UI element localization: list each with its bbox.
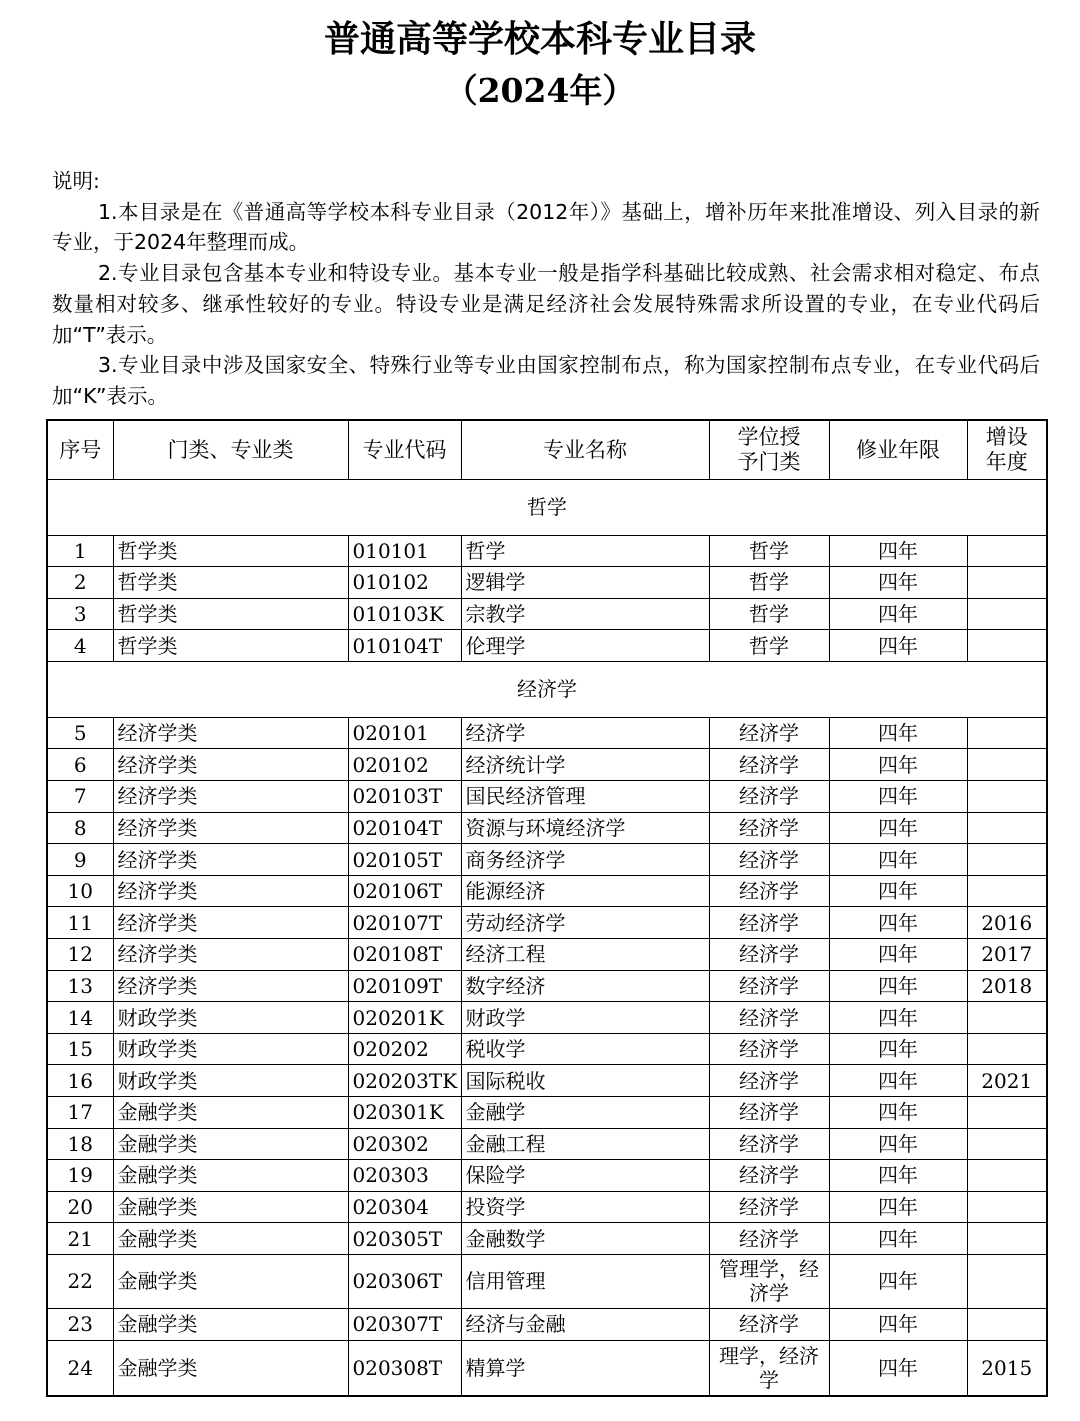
cell-major-name: 商务经济学: [461, 844, 709, 876]
cell-index: 4: [47, 630, 113, 662]
cell-degree: 经济学: [709, 1223, 829, 1255]
table-row: [47, 781, 1047, 813]
cell-index: 14: [47, 1002, 113, 1034]
cell-index: 20: [47, 1191, 113, 1223]
cell-category: 哲学类: [113, 535, 348, 567]
cell-year-added: [967, 1308, 1047, 1340]
table-row: [47, 717, 1047, 749]
cell-duration: 四年: [829, 970, 967, 1002]
cell-year-added: [967, 598, 1047, 630]
cell-index: 5: [47, 717, 113, 749]
major-catalog-table: [46, 419, 1048, 1397]
cell-category: 金融学类: [113, 1223, 348, 1255]
cell-major-name: 经济工程: [461, 939, 709, 971]
cell-code: 020305T: [348, 1223, 461, 1255]
table-row: [47, 1128, 1047, 1160]
cell-category: 经济学类: [113, 907, 348, 939]
section-title: 经济学: [47, 661, 1047, 717]
cell-index: 23: [47, 1308, 113, 1340]
cell-category: 经济学类: [113, 781, 348, 813]
cell-index: 11: [47, 907, 113, 939]
table-body: [47, 479, 1047, 1396]
cell-index: 17: [47, 1097, 113, 1129]
cell-duration: 四年: [829, 1033, 967, 1065]
cell-code: 010103K: [348, 598, 461, 630]
cell-major-name: 国民经济管理: [461, 781, 709, 813]
cell-duration: 四年: [829, 812, 967, 844]
cell-degree: 经济学: [709, 1002, 829, 1034]
cell-duration: 四年: [829, 1097, 967, 1129]
cell-year-added: [967, 717, 1047, 749]
table-header-row: [47, 420, 1047, 479]
document-subtitle: （2024年）: [444, 71, 636, 110]
table-row: [47, 1160, 1047, 1192]
cell-year-added: [967, 1223, 1047, 1255]
table-row: [47, 1065, 1047, 1097]
table-row: [47, 1223, 1047, 1255]
cell-category: 经济学类: [113, 875, 348, 907]
cell-code: 010104T: [348, 630, 461, 662]
cell-index: 6: [47, 749, 113, 781]
table-row: [47, 598, 1047, 630]
section-header-row: [47, 661, 1047, 717]
note-item-3: 3.专业目录中涉及国家安全、特殊行业等专业由国家控制布点，称为国家控制布点专业，在专业代码后加“K”表示。: [52, 353, 1040, 408]
cell-index: 8: [47, 812, 113, 844]
cell-major-name: 资源与环境经济学: [461, 812, 709, 844]
cell-category: 经济学类: [113, 717, 348, 749]
cell-category: 财政学类: [113, 1065, 348, 1097]
cell-index: 12: [47, 939, 113, 971]
cell-year-added: [967, 1160, 1047, 1192]
cell-degree: 经济学: [709, 1308, 829, 1340]
cell-degree: 经济学: [709, 812, 829, 844]
cell-code: 020106T: [348, 875, 461, 907]
cell-category: 财政学类: [113, 1033, 348, 1065]
table-row: [47, 1033, 1047, 1065]
cell-code: 020308T: [348, 1340, 461, 1396]
cell-year-added: 2015: [967, 1340, 1047, 1396]
cell-degree: 经济学: [709, 1097, 829, 1129]
cell-major-name: 国际税收: [461, 1065, 709, 1097]
cell-degree: 经济学: [709, 970, 829, 1002]
cell-duration: 四年: [829, 749, 967, 781]
table-row: [47, 1191, 1047, 1223]
cell-category: 哲学类: [113, 630, 348, 662]
cell-duration: 四年: [829, 567, 967, 599]
cell-degree: 经济学: [709, 1033, 829, 1065]
cell-major-name: 宗教学: [461, 598, 709, 630]
table-row: [47, 907, 1047, 939]
cell-major-name: 税收学: [461, 1033, 709, 1065]
cell-code: 020109T: [348, 970, 461, 1002]
cell-degree: 理学，经济学: [709, 1340, 829, 1396]
cell-year-added: 2017: [967, 939, 1047, 971]
cell-duration: 四年: [829, 1191, 967, 1223]
table-row: [47, 812, 1047, 844]
cell-code: 020307T: [348, 1308, 461, 1340]
table-row: [47, 749, 1047, 781]
cell-code: 020203TK: [348, 1065, 461, 1097]
cell-major-name: 保险学: [461, 1160, 709, 1192]
cell-degree: 哲学: [709, 535, 829, 567]
cell-year-added: 2021: [967, 1065, 1047, 1097]
cell-year-added: [967, 1191, 1047, 1223]
notes-heading: 说明:: [52, 169, 100, 193]
header-year-added: 增设 年度: [967, 420, 1047, 479]
cell-duration: 四年: [829, 1160, 967, 1192]
cell-category: 经济学类: [113, 844, 348, 876]
cell-major-name: 经济统计学: [461, 749, 709, 781]
cell-degree: 经济学: [709, 1191, 829, 1223]
notes-section: [52, 166, 1040, 412]
cell-year-added: [967, 812, 1047, 844]
cell-year-added: [967, 844, 1047, 876]
cell-index: 24: [47, 1340, 113, 1396]
cell-index: 13: [47, 970, 113, 1002]
table-row: [47, 630, 1047, 662]
cell-category: 哲学类: [113, 567, 348, 599]
cell-code: 020301K: [348, 1097, 461, 1129]
cell-category: 金融学类: [113, 1191, 348, 1223]
table-row: [47, 1097, 1047, 1129]
cell-degree: 经济学: [709, 1160, 829, 1192]
table-row: [47, 567, 1047, 599]
cell-category: 财政学类: [113, 1002, 348, 1034]
cell-category: 金融学类: [113, 1097, 348, 1129]
cell-duration: 四年: [829, 1128, 967, 1160]
cell-duration: 四年: [829, 907, 967, 939]
table-row: [47, 1308, 1047, 1340]
note-item-1: 1.本目录是在《普通高等学校本科专业目录（2012年）》基础上，增补历年来批准增设、列入目录的新专业，于2024年整理而成。: [52, 199, 1040, 255]
cell-year-added: [967, 749, 1047, 781]
cell-index: 3: [47, 598, 113, 630]
cell-major-name: 信用管理: [461, 1254, 709, 1308]
cell-code: 020104T: [348, 812, 461, 844]
cell-degree: 管理学，经济学: [709, 1254, 829, 1308]
section-header-row: [47, 479, 1047, 535]
cell-code: 020102: [348, 749, 461, 781]
cell-code: 020105T: [348, 844, 461, 876]
cell-duration: 四年: [829, 598, 967, 630]
cell-index: 10: [47, 875, 113, 907]
cell-major-name: 精算学: [461, 1340, 709, 1396]
cell-degree: 哲学: [709, 630, 829, 662]
cell-year-added: [967, 1033, 1047, 1065]
cell-category: 金融学类: [113, 1254, 348, 1308]
cell-degree: 经济学: [709, 875, 829, 907]
cell-index: 19: [47, 1160, 113, 1192]
cell-degree: 经济学: [709, 939, 829, 971]
cell-year-added: [967, 1254, 1047, 1308]
cell-major-name: 逻辑学: [461, 567, 709, 599]
cell-code: 020302: [348, 1128, 461, 1160]
header-category: 门类、专业类: [113, 420, 348, 479]
cell-degree: 哲学: [709, 598, 829, 630]
cell-code: 010102: [348, 567, 461, 599]
cell-year-added: [967, 1002, 1047, 1034]
cell-major-name: 哲学: [461, 535, 709, 567]
cell-duration: 四年: [829, 630, 967, 662]
cell-duration: 四年: [829, 844, 967, 876]
cell-major-name: 金融数学: [461, 1223, 709, 1255]
table-row: [47, 844, 1047, 876]
cell-duration: 四年: [829, 1065, 967, 1097]
cell-category: 哲学类: [113, 598, 348, 630]
cell-major-name: 能源经济: [461, 875, 709, 907]
cell-degree: 经济学: [709, 781, 829, 813]
cell-category: 金融学类: [113, 1308, 348, 1340]
header-index: 序号: [47, 420, 113, 479]
header-major-name: 专业名称: [461, 420, 709, 479]
cell-major-name: 金融学: [461, 1097, 709, 1129]
cell-code: 020103T: [348, 781, 461, 813]
cell-major-name: 经济学: [461, 717, 709, 749]
cell-index: 16: [47, 1065, 113, 1097]
cell-major-name: 伦理学: [461, 630, 709, 662]
cell-duration: 四年: [829, 1223, 967, 1255]
cell-duration: 四年: [829, 781, 967, 813]
cell-index: 2: [47, 567, 113, 599]
cell-major-name: 经济与金融: [461, 1308, 709, 1340]
cell-year-added: [967, 875, 1047, 907]
cell-duration: 四年: [829, 1308, 967, 1340]
cell-category: 经济学类: [113, 970, 348, 1002]
header-code: 专业代码: [348, 420, 461, 479]
cell-year-added: [967, 535, 1047, 567]
section-title: 哲学: [47, 479, 1047, 535]
cell-category: 经济学类: [113, 812, 348, 844]
table-row: [47, 1254, 1047, 1308]
document-title: 普通高等学校本科专业目录: [323, 18, 756, 60]
cell-major-name: 金融工程: [461, 1128, 709, 1160]
cell-major-name: 财政学: [461, 1002, 709, 1034]
cell-category: 金融学类: [113, 1128, 348, 1160]
cell-degree: 经济学: [709, 749, 829, 781]
cell-year-added: [967, 1097, 1047, 1129]
table-row: [47, 535, 1047, 567]
cell-code: 020304: [348, 1191, 461, 1223]
cell-index: 15: [47, 1033, 113, 1065]
cell-major-name: 数字经济: [461, 970, 709, 1002]
cell-duration: 四年: [829, 717, 967, 749]
cell-index: 7: [47, 781, 113, 813]
cell-index: 18: [47, 1128, 113, 1160]
cell-year-added: 2018: [967, 970, 1047, 1002]
table-row: [47, 875, 1047, 907]
cell-code: 020107T: [348, 907, 461, 939]
cell-index: 22: [47, 1254, 113, 1308]
cell-degree: 经济学: [709, 1128, 829, 1160]
cell-duration: 四年: [829, 1340, 967, 1396]
cell-code: 010101: [348, 535, 461, 567]
cell-category: 经济学类: [113, 939, 348, 971]
cell-degree: 哲学: [709, 567, 829, 599]
cell-index: 9: [47, 844, 113, 876]
cell-year-added: [967, 1128, 1047, 1160]
cell-duration: 四年: [829, 875, 967, 907]
table-row: [47, 1002, 1047, 1034]
cell-degree: 经济学: [709, 1065, 829, 1097]
table-row: [47, 970, 1047, 1002]
cell-year-added: [967, 630, 1047, 662]
cell-code: 020108T: [348, 939, 461, 971]
cell-category: 金融学类: [113, 1340, 348, 1396]
cell-duration: 四年: [829, 1254, 967, 1308]
cell-code: 020303: [348, 1160, 461, 1192]
cell-degree: 经济学: [709, 844, 829, 876]
cell-code: 020202: [348, 1033, 461, 1065]
cell-category: 金融学类: [113, 1160, 348, 1192]
cell-major-name: 投资学: [461, 1191, 709, 1223]
cell-year-added: 2016: [967, 907, 1047, 939]
header-degree: 学位授 予门类: [709, 420, 829, 479]
cell-duration: 四年: [829, 535, 967, 567]
cell-degree: 经济学: [709, 907, 829, 939]
cell-duration: 四年: [829, 939, 967, 971]
cell-degree: 经济学: [709, 717, 829, 749]
table-row: [47, 1340, 1047, 1396]
cell-major-name: 劳动经济学: [461, 907, 709, 939]
cell-code: 020201K: [348, 1002, 461, 1034]
cell-index: 21: [47, 1223, 113, 1255]
table-row: [47, 939, 1047, 971]
cell-duration: 四年: [829, 1002, 967, 1034]
cell-code: 020306T: [348, 1254, 461, 1308]
cell-code: 020101: [348, 717, 461, 749]
cell-category: 经济学类: [113, 749, 348, 781]
cell-index: 1: [47, 535, 113, 567]
cell-year-added: [967, 781, 1047, 813]
note-item-2: 2.专业目录包含基本专业和特设专业。基本专业一般是指学科基础比较成熟、社会需求相对稳定、布点数量相对较多、继承性较好的专业。特设专业是满足经济社会发展特殊需求所设置的专业，在专业代码后加“T”表示。: [52, 261, 1040, 347]
header-duration: 修业年限: [829, 420, 967, 479]
cell-year-added: [967, 567, 1047, 599]
